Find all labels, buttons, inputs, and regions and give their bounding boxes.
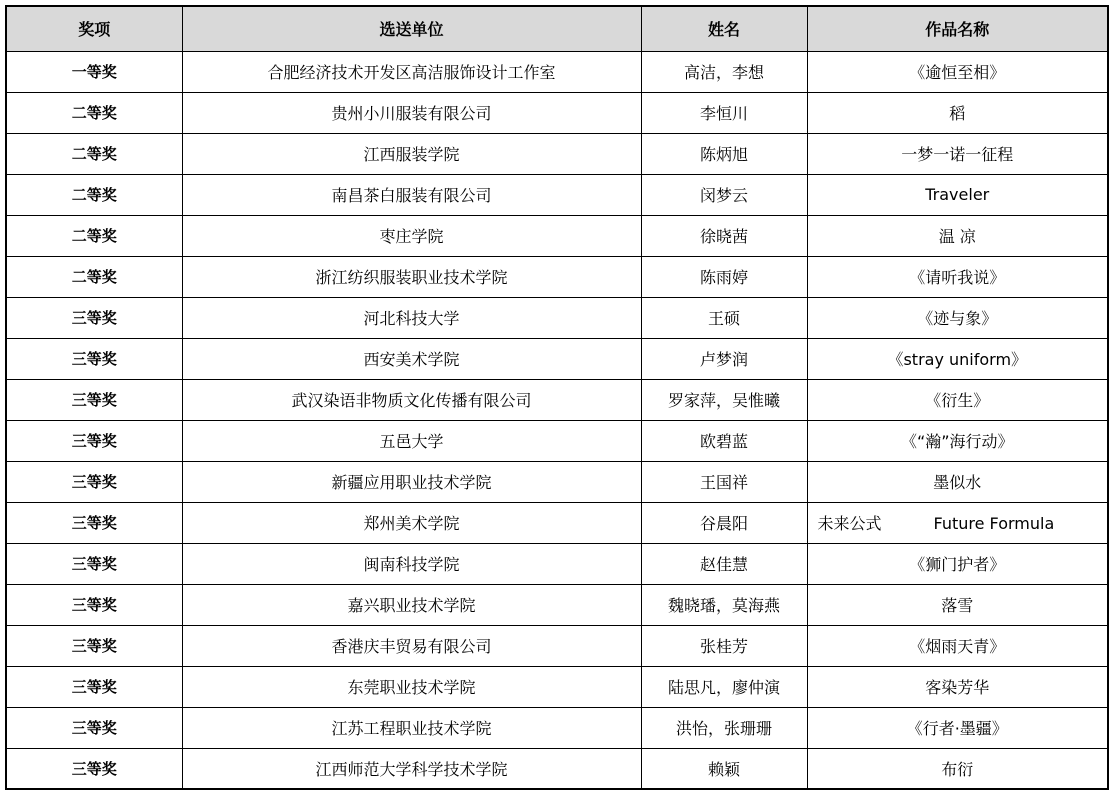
award-cell: 三等奖 bbox=[6, 748, 182, 789]
work-cell: 《stray uniform》 bbox=[807, 338, 1108, 379]
work-cell: 《烟雨天青》 bbox=[807, 625, 1108, 666]
unit-cell: 江苏工程职业技术学院 bbox=[182, 707, 641, 748]
table-row bbox=[6, 502, 1108, 543]
award-cell: 三等奖 bbox=[6, 543, 182, 584]
award-cell: 一等奖 bbox=[6, 51, 182, 92]
header-award: 奖项 bbox=[6, 6, 182, 51]
table-row bbox=[6, 133, 1108, 174]
table-row bbox=[6, 584, 1108, 625]
award-cell: 三等奖 bbox=[6, 297, 182, 338]
unit-cell: 郑州美术学院 bbox=[182, 502, 641, 543]
work-cell: 《狮门护者》 bbox=[807, 543, 1108, 584]
award-cell: 二等奖 bbox=[6, 92, 182, 133]
award-cell: 三等奖 bbox=[6, 502, 182, 543]
name-cell: 魏晓璠，莫海燕 bbox=[641, 584, 807, 625]
award-cell: 三等奖 bbox=[6, 707, 182, 748]
work-title-zh: 未来公式 bbox=[817, 514, 882, 533]
award-cell: 三等奖 bbox=[6, 666, 182, 707]
unit-cell: 五邑大学 bbox=[182, 420, 641, 461]
name-cell: 罗家萍，吴惟曦 bbox=[641, 379, 807, 420]
header-unit: 选送单位 bbox=[182, 6, 641, 51]
unit-cell: 香港庆丰贸易有限公司 bbox=[182, 625, 641, 666]
table-row bbox=[6, 297, 1108, 338]
table-row bbox=[6, 748, 1108, 789]
work-cell: 墨似水 bbox=[807, 461, 1108, 502]
table-row bbox=[6, 215, 1108, 256]
name-cell: 陈炳旭 bbox=[641, 133, 807, 174]
unit-cell: 枣庄学院 bbox=[182, 215, 641, 256]
name-cell: 王硕 bbox=[641, 297, 807, 338]
award-cell: 二等奖 bbox=[6, 256, 182, 297]
work-cell: 《衍生》 bbox=[807, 379, 1108, 420]
unit-cell: 河北科技大学 bbox=[182, 297, 641, 338]
unit-cell: 新疆应用职业技术学院 bbox=[182, 461, 641, 502]
work-cell: 一梦一诺一征程 bbox=[807, 133, 1108, 174]
work-cell: 《请听我说》 bbox=[807, 256, 1108, 297]
table-row bbox=[6, 461, 1108, 502]
table-row bbox=[6, 543, 1108, 584]
name-cell: 陆思凡，廖仲演 bbox=[641, 666, 807, 707]
name-cell: 卢梦润 bbox=[641, 338, 807, 379]
table-row bbox=[6, 92, 1108, 133]
work-cell: 温 凉 bbox=[807, 215, 1108, 256]
work-cell: 布衍 bbox=[807, 748, 1108, 789]
work-cell bbox=[807, 502, 1108, 543]
table-row bbox=[6, 51, 1108, 92]
unit-cell: 南昌茶白服装有限公司 bbox=[182, 174, 641, 215]
table-row bbox=[6, 379, 1108, 420]
work-cell: 客染芳华 bbox=[807, 666, 1108, 707]
unit-cell: 浙江纺织服装职业技术学院 bbox=[182, 256, 641, 297]
table-row bbox=[6, 256, 1108, 297]
table-row bbox=[6, 174, 1108, 215]
name-cell: 赖颖 bbox=[641, 748, 807, 789]
unit-cell: 江西服装学院 bbox=[182, 133, 641, 174]
table-row bbox=[6, 625, 1108, 666]
award-cell: 三等奖 bbox=[6, 584, 182, 625]
table-row bbox=[6, 338, 1108, 379]
unit-cell: 贵州小川服装有限公司 bbox=[182, 92, 641, 133]
table-row bbox=[6, 666, 1108, 707]
work-cell: 《逾恒至相》 bbox=[807, 51, 1108, 92]
unit-cell: 西安美术学院 bbox=[182, 338, 641, 379]
award-cell: 三等奖 bbox=[6, 379, 182, 420]
work-cell: 落雪 bbox=[807, 584, 1108, 625]
award-cell: 二等奖 bbox=[6, 215, 182, 256]
work-cell: 《“瀚”海行动》 bbox=[807, 420, 1108, 461]
work-cell: 《行者·墨疆》 bbox=[807, 707, 1108, 748]
award-cell: 三等奖 bbox=[6, 625, 182, 666]
work-cell: 《迹与象》 bbox=[807, 297, 1108, 338]
name-cell: 张桂芳 bbox=[641, 625, 807, 666]
awards-table bbox=[5, 5, 1109, 790]
name-cell: 欧碧蓝 bbox=[641, 420, 807, 461]
header-name: 姓名 bbox=[641, 6, 807, 51]
name-cell: 李恒川 bbox=[641, 92, 807, 133]
unit-cell: 闽南科技学院 bbox=[182, 543, 641, 584]
header-row bbox=[6, 6, 1108, 51]
awards-table-container bbox=[5, 5, 1109, 790]
unit-cell: 武汉染语非物质文化传播有限公司 bbox=[182, 379, 641, 420]
work-cell: Traveler bbox=[807, 174, 1108, 215]
award-cell: 三等奖 bbox=[6, 461, 182, 502]
table-row bbox=[6, 420, 1108, 461]
name-cell: 徐晓茜 bbox=[641, 215, 807, 256]
award-cell: 三等奖 bbox=[6, 338, 182, 379]
name-cell: 赵佳慧 bbox=[641, 543, 807, 584]
name-cell: 王国祥 bbox=[641, 461, 807, 502]
award-cell: 二等奖 bbox=[6, 174, 182, 215]
award-cell: 二等奖 bbox=[6, 133, 182, 174]
unit-cell: 嘉兴职业技术学院 bbox=[182, 584, 641, 625]
name-cell: 高洁，李想 bbox=[641, 51, 807, 92]
unit-cell: 东莞职业技术学院 bbox=[182, 666, 641, 707]
name-cell: 洪怡，张珊珊 bbox=[641, 707, 807, 748]
work-title-en: Future Formula bbox=[933, 514, 1055, 533]
unit-cell: 江西师范大学科学技术学院 bbox=[182, 748, 641, 789]
name-cell: 陈雨婷 bbox=[641, 256, 807, 297]
name-cell: 谷晨阳 bbox=[641, 502, 807, 543]
name-cell: 闵梦云 bbox=[641, 174, 807, 215]
header-work: 作品名称 bbox=[807, 6, 1108, 51]
award-cell: 三等奖 bbox=[6, 420, 182, 461]
unit-cell: 合肥经济技术开发区高洁服饰设计工作室 bbox=[182, 51, 641, 92]
work-cell: 稻 bbox=[807, 92, 1108, 133]
table-row bbox=[6, 707, 1108, 748]
